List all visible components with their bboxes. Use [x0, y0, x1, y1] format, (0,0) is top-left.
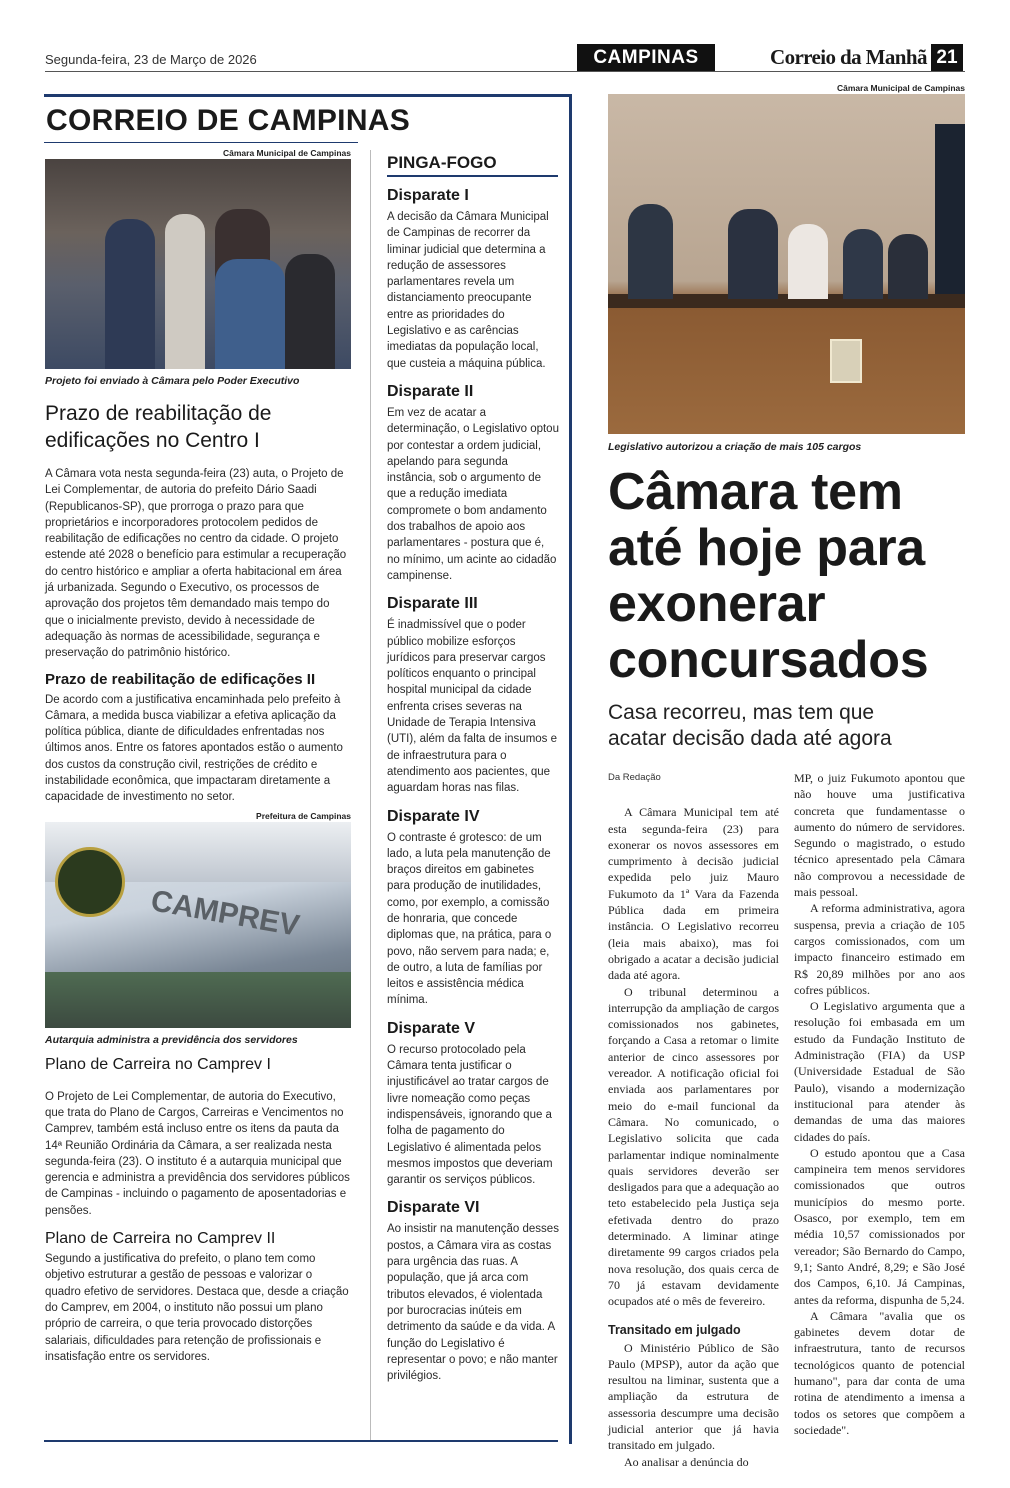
item-text: É inadmissível que o poder público mobilize esforços jurídicos para preservar cargos políticos enquanto o principal hospital municipal da cidade enfrenta crises severas na Unidade de Terapia Intensiva (UTI), além da falta de insumos e de infraestrutura para o atendimento aos pacientes, que aguardam horas nas filas.: [387, 619, 558, 795]
building-sign: CAMPREV: [148, 883, 302, 943]
issue-date: Segunda-feira, 23 de Março de 2026: [45, 52, 257, 67]
item-text: O recurso protocolado pela Câmara tenta justificar o injustificável ao tratar cargos de livre nomeação como peças indispensáveis, ignorando que a folha de pagamento do Legislativo é alimentada pelos mesmos impostos que deveriam garantir os serviços públicos.: [387, 1043, 553, 1187]
left-column: [45, 147, 351, 1365]
paragraph: A Câmara "avalia que os gabinetes devem dotar de infraestrutura, tanto de recursos tecnológicos quanto de potencial humano", para dar conta de uma rotina de atendimento a imensa a todos os setores que compõem a sociedade".: [794, 1308, 965, 1437]
newspaper-logo: Correio da Manhã: [770, 45, 927, 69]
photo-credit: Câmara Municipal de Campinas: [222, 148, 351, 158]
article-body: A Câmara vota nesta segunda-feira (23) auta, o Projeto de Lei Complementar, de autoria do prefeito Dário Saadi (Republicanos-SP), que prorroga o prazo para que proprietários e incorporadores protocolem pedidos de reabilitação de edificações no centro da cidade. O projeto estende até 2028 o benefício para estimular a recuperação do centro histórico e ampliar a oferta habitacional em área já urbanizada. Segundo o Executivo, os processos de aprovação dos projetos têm demandado mais tempo do que o inicialmente previsto, devido à necessidade de adequação às normas de acessibilidade, segurança e preservação do patrimônio histórico.: [45, 468, 347, 660]
pinga-fogo-title: PINGA-FOGO: [387, 153, 558, 177]
main-subheadline: Casa recorreu, mas tem que acatar decisão dada até agora: [608, 701, 892, 750]
council-session-photo: [608, 94, 965, 434]
article-column-1: [608, 770, 779, 1470]
paragraph: A Câmara Municipal tem até esta segunda-feira (23) para exonerar os novos assessores em cumprimento à decisão judicial expedida pelo juiz Mauro Fukumoto da 1ª Vara da Fazenda Pública dada em primeira instância. O Legislativo recorreu (leia mais abaixo), mas foi obrigado a acatar a decisão judicial dada até agora.: [608, 805, 779, 983]
article-body: De acordo com a justificativa encaminhada pelo prefeito à Câmara, a medida busca viabilizar a efetiva aplicação da política pública, diante de dificuldades enfrentadas nos últimos anos. Entre os fatores apontados estão o aumento dos custos da construção civil, restrições de crédito e instabilidade econômica, que impactaram diretamente a capacidade de investimento no setor.: [45, 693, 343, 804]
article-title: Prazo de reabilitação de edificações no Centro I: [45, 402, 272, 452]
item-title: Disparate III: [387, 595, 478, 613]
page-number: 21: [931, 44, 963, 71]
section-label: CAMPINAS: [577, 44, 715, 71]
photo-credit: Prefeitura de Campinas: [256, 810, 351, 821]
item-title: Disparate I: [387, 187, 469, 204]
article-body: O Projeto de Lei Complementar, de autoria do Executivo, que trata do Plano de Cargos, Carreiras e Vencimentos no Camprev, também está incluso entre os itens da pauta da 14ª Reunião Ordinária da Câmara, a ser realizada nesta segunda-feira (23). O instituto é a autarquia municipal que gerencia e administra a previdência dos servidores públicos de Campinas - incluindo o pagamento de aposentadorias e pensões.: [45, 1090, 350, 1217]
box-border-top: [44, 94, 572, 97]
photo-caption: Projeto foi enviado à Câmara pelo Poder Executivo: [45, 375, 300, 387]
subtitle: Transitado em julgado: [608, 1322, 741, 1337]
item-text: Ao insistir na manutenção desses postos, a Câmara vira as costas para urgência das ruas. A população, que já arca com tributos elevados, é violentada por burocracias inúteis em detrimento da saúde e da vida. A função do Legislativo é representar o povo; e não manter privilégios.: [387, 1223, 559, 1383]
main-headline: Câmara tem até hoje para exonerar concursados: [608, 463, 929, 689]
header-divider: [45, 71, 965, 72]
paragraph: O estudo apontou que a Casa campineira tem menos servidores comissionados que outros municípios do mesmo porte. Osasco, por exemplo, tem em média 10,57 comissionados por vereador; São Bernardo do Campo, 9,1; Santo André, 8,29; e São José dos Campos, 6,10. Já Campinas, antes da reforma, dispunha de 5,24.: [794, 1145, 965, 1307]
paragraph: MP, o juiz Fukumoto apontou que não houve uma justificativa concreta que fundamentasse o aumento do número de servidores. Segundo o magistrado, o estudo técnico apresentado pela Câmara não comprovou a necessidade de mais pessoal.: [794, 771, 965, 900]
paragraph: O Legislativo argumenta que a resolução foi embasada em um estudo da Fundação Instituto de Administração (FIA) da USP (Universidade Estadual de São Paulo), visando a modernização institucional para atender às demandas de uma das maiores cidades do país.: [794, 999, 965, 1144]
item-title: Disparate V: [387, 1019, 476, 1037]
article-title: Plano de Carreira no Camprev II: [45, 1230, 276, 1248]
pinga-fogo-item: [387, 382, 559, 584]
item-title: Disparate VI: [387, 1199, 480, 1217]
pinga-fogo-column: [387, 186, 559, 1384]
pinga-fogo-item: [387, 1198, 559, 1384]
item-text: O contraste é grotesco: de um lado, a luta pela manutenção de braços direitos em gabinetes para produção de inutilidades, como, por exemplo, a comissão de honraria, que concede diplomas que, na prática, para o povo, não servem para nada; e, de outro, a luta de famílias por leitos e assistência médica mínima.: [387, 831, 552, 1007]
article-columns: [608, 770, 965, 1470]
box-border-right: [569, 94, 572, 1444]
paragraph: O tribunal determinou a interrupção da ampliação de cargos comissionados nos gabinetes, forçando a Casa a retomar o limite anterior de cinco assessores por vereador. A notificação oficial foi enviada aos parlamentares por meio do e-mail funcional da Câmara. No comunicado, o Legislativo solicita que cada parlamentar indique nominalmente quais servidores deverão ser desligados para que a adequação ao teto estabelecido pela Justiça seja efetivada dentro do prazo determinado. A liminar atinge diretamente 99 cargos criados pela nova resolução, dos quais cerca de 70 já estavam devidamente ocupados até o mês de fevereiro.: [608, 984, 779, 1309]
item-title: Disparate II: [387, 382, 474, 400]
pinga-fogo-item: [387, 807, 559, 1009]
council-chamber-photo: [45, 159, 351, 369]
column-divider: [370, 150, 371, 1440]
box-border-bottom: [44, 1440, 558, 1442]
photo-credit: Câmara Municipal de Campinas: [836, 83, 965, 93]
photo-caption: Legislativo autorizou a criação de mais 105 cargos: [608, 441, 862, 453]
article-title: Prazo de reabilitação de edificações II: [45, 670, 316, 688]
article-title: Plano de Carreira no Camprev I: [45, 1055, 271, 1073]
camprev-building-photo: [45, 822, 351, 1028]
item-title: Disparate IV: [387, 807, 480, 825]
paragraph: A reforma administrativa, agora suspensa, previa a criação de 105 cargos comissionados, com um impacto financeiro estimado em R$ 20,89 milhões por ano aos cofres públicos.: [794, 901, 965, 997]
section-kicker: CORREIO DE CAMPINAS: [46, 104, 411, 137]
pinga-fogo-item: [387, 594, 559, 796]
photo-caption: Autarquia administra a previdência dos servidores: [45, 1033, 298, 1046]
pinga-fogo-item: [387, 1019, 559, 1189]
article-column-2: [794, 770, 965, 1470]
main-story: [608, 82, 965, 1470]
item-text: A decisão da Câmara Municipal de Campinas de recorrer da liminar judicial que determina a redução de assessores parlamentares revela um distanciamento preocupante entre as prioridades do Legislativo e as carências imediatas da população local, que custeia a máquina pública.: [387, 211, 549, 370]
pinga-fogo-item: [387, 186, 559, 372]
kicker-underline: [44, 142, 358, 143]
item-text: Em vez de acatar a determinação, o Legislativo optou por contestar a ordem judicial, apelando para segunda instância, sob o argumento de que a redução imediata compromete o bom andamento dos trabalhos de apoio aos parlamentares - postura que é, no mínimo, um acinte ao cidadão campinense.: [387, 406, 559, 582]
byline: Da Redação: [608, 772, 661, 783]
paragraph: Ao analisar a denúncia do: [624, 1454, 749, 1469]
article-body: Segundo a justificativa do prefeito, o plano tem como objetivo estruturar a gestão de pessoas e valorizar o quadro efetivo de servidores. Destaca que, desde a criação do Camprev, em 2004, o instituto não possui um plano próprio de carreira, o que teria provocado distorções salariais, dificuldades para retenção de profissionais e insatisfação entre os servidores.: [45, 1253, 349, 1363]
paragraph: O Ministério Público de São Paulo (MPSP), autor da ação que resultou na liminar, sustenta que a ampliação da estrutura de assessoria descumpre uma decisão judicial anterior que já havia transitado em julgado.: [608, 1340, 779, 1453]
